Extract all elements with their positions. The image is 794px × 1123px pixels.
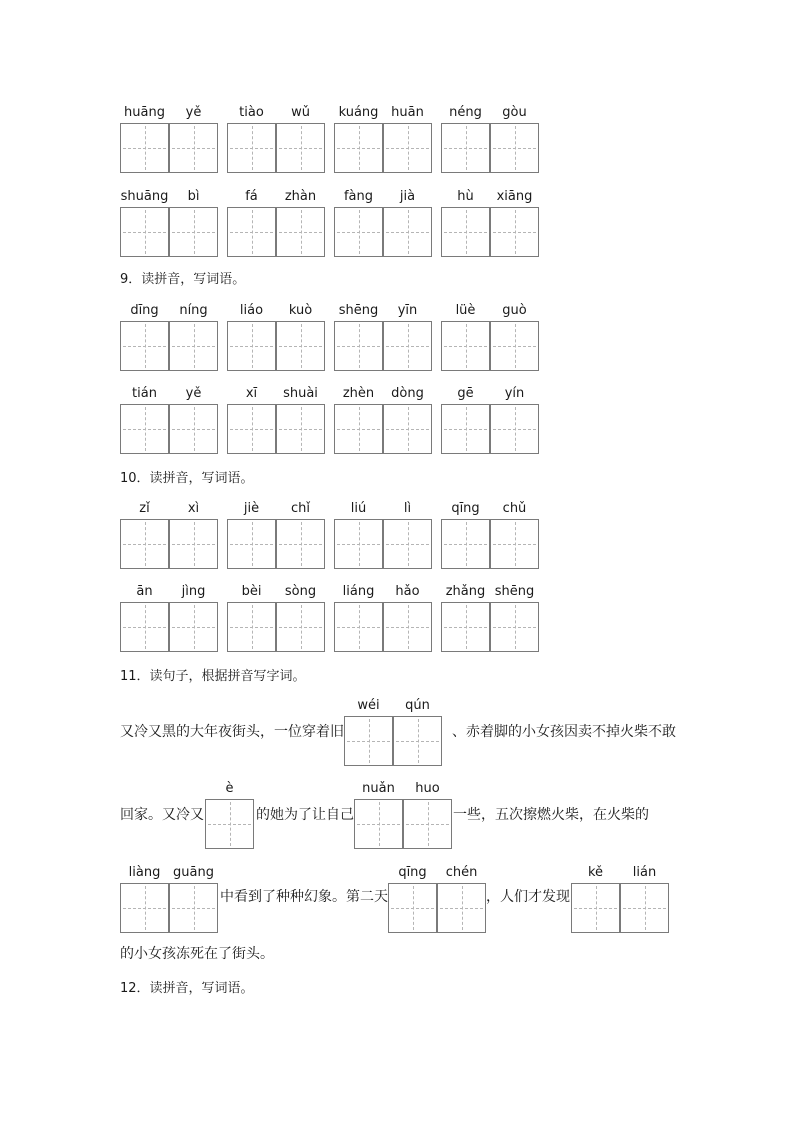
writing-cell xyxy=(205,779,254,849)
tian-zi-ge-box[interactable] xyxy=(169,519,218,569)
writing-cell xyxy=(227,582,276,652)
writing-cell xyxy=(437,863,486,933)
writing-cell xyxy=(383,582,432,652)
pinyin-label: zhǎng xyxy=(445,584,486,599)
word-group xyxy=(227,499,325,569)
q11-line2-text-c: 一些，五次擦燃火柴，在火柴的 xyxy=(453,807,649,823)
pinyin-label: liáo xyxy=(239,303,264,318)
q11-line1-boxes xyxy=(344,696,442,766)
pinyin-label: shuāng xyxy=(120,189,169,204)
writing-cell xyxy=(441,301,490,371)
tian-zi-ge-box[interactable] xyxy=(334,207,383,257)
q11-line2-text-b: 的她为了让自己 xyxy=(256,807,354,823)
tian-zi-ge-box[interactable] xyxy=(169,404,218,454)
writing-cell xyxy=(276,384,325,454)
tian-zi-ge-box[interactable] xyxy=(276,207,325,257)
q11-line2-boxes-1 xyxy=(205,779,254,849)
word-group xyxy=(227,103,325,173)
tian-zi-ge-box[interactable] xyxy=(227,602,276,652)
q11-line2-text-a: 回家。又冷又 xyxy=(120,807,204,823)
tian-zi-ge-box[interactable] xyxy=(227,321,276,371)
pinyin-label: è xyxy=(225,781,234,796)
word-group xyxy=(120,103,218,173)
tian-zi-ge-box[interactable] xyxy=(120,519,169,569)
writing-cell xyxy=(441,103,490,173)
pinyin-label: liàng xyxy=(128,865,161,880)
writing-cell xyxy=(334,499,383,569)
pinyin-label: shēng xyxy=(338,303,379,318)
writing-cell xyxy=(388,863,437,933)
pinyin-label: bèi xyxy=(241,584,262,599)
pinyin-label: liáng xyxy=(342,584,375,599)
word-group xyxy=(441,384,539,454)
writing-cell xyxy=(441,582,490,652)
word-group xyxy=(120,384,218,454)
writing-cell xyxy=(441,384,490,454)
word-group xyxy=(334,499,432,569)
pinyin-label: yín xyxy=(504,386,525,401)
tian-zi-ge-box[interactable] xyxy=(393,716,442,766)
writing-cell xyxy=(383,187,432,257)
tian-zi-ge-box[interactable] xyxy=(490,602,539,652)
tian-zi-ge-box[interactable] xyxy=(334,404,383,454)
tian-zi-ge-box[interactable] xyxy=(490,207,539,257)
tian-zi-ge-box[interactable] xyxy=(205,799,254,849)
tian-zi-ge-box[interactable] xyxy=(354,799,403,849)
writing-cell xyxy=(120,863,169,933)
pinyin-label: liú xyxy=(350,501,367,516)
pinyin-label: fá xyxy=(245,189,258,204)
pinyin-label: zǐ xyxy=(139,501,150,516)
writing-cell xyxy=(383,499,432,569)
pinyin-label: chén xyxy=(445,865,478,880)
tian-zi-ge-box[interactable] xyxy=(383,321,432,371)
word-group xyxy=(120,301,218,371)
pinyin-label: ān xyxy=(136,584,153,599)
writing-cell xyxy=(334,582,383,652)
pinyin-label: gòu xyxy=(502,105,527,120)
writing-cell xyxy=(334,301,383,371)
writing-cell xyxy=(620,863,669,933)
pinyin-label: lì xyxy=(403,501,412,516)
word-group xyxy=(227,301,325,371)
tian-zi-ge-box[interactable] xyxy=(227,404,276,454)
writing-cell xyxy=(383,384,432,454)
q11-line3-boxes-2 xyxy=(388,863,486,933)
word-group xyxy=(441,582,539,652)
pinyin-label: wǔ xyxy=(291,105,310,120)
pinyin-label: xī xyxy=(245,386,258,401)
writing-cell xyxy=(344,696,393,766)
tian-zi-ge-box[interactable] xyxy=(334,602,383,652)
tian-zi-ge-box[interactable] xyxy=(334,321,383,371)
q11-line3-boxes-3 xyxy=(571,863,669,933)
pinyin-label: hù xyxy=(457,189,474,204)
pinyin-label: chǔ xyxy=(502,501,527,516)
q10-title: 10．读拼音，写词语。 xyxy=(120,471,254,486)
word-group xyxy=(227,582,325,652)
pinyin-label: yě xyxy=(185,386,202,401)
q11-line3-text-a: 中看到了种种幻象。第二天 xyxy=(220,889,388,905)
pinyin-label: chǐ xyxy=(291,501,310,516)
tian-zi-ge-box[interactable] xyxy=(120,404,169,454)
pinyin-label: huāng xyxy=(124,105,165,120)
tian-zi-ge-box[interactable] xyxy=(334,123,383,173)
writing-cell xyxy=(276,582,325,652)
writing-cell xyxy=(120,582,169,652)
tian-zi-ge-box[interactable] xyxy=(490,321,539,371)
writing-cell xyxy=(227,384,276,454)
pinyin-label: nuǎn xyxy=(362,781,395,796)
tian-zi-ge-box[interactable] xyxy=(383,602,432,652)
writing-cell xyxy=(441,499,490,569)
tian-zi-ge-box[interactable] xyxy=(169,123,218,173)
pinyin-label: zhèn xyxy=(342,386,375,401)
writing-cell xyxy=(490,384,539,454)
tian-zi-ge-box[interactable] xyxy=(120,883,169,933)
pinyin-label: shuài xyxy=(283,386,318,401)
word-group xyxy=(227,384,325,454)
q11-title: 11．读句子，根据拼音写字词。 xyxy=(120,669,306,684)
pinyin-label: qīng xyxy=(398,865,427,880)
writing-cell xyxy=(393,696,442,766)
pinyin-label: guāng xyxy=(173,865,214,880)
writing-cell xyxy=(169,863,218,933)
pinyin-label: wéi xyxy=(357,698,380,713)
word-group xyxy=(441,499,539,569)
pinyin-label: kuáng xyxy=(338,105,379,120)
tian-zi-ge-box[interactable] xyxy=(620,883,669,933)
word-group xyxy=(227,187,325,257)
pinyin-label: jiè xyxy=(243,501,260,516)
tian-zi-ge-box[interactable] xyxy=(344,716,393,766)
pinyin-label: huān xyxy=(391,105,424,120)
pinyin-label: lián xyxy=(632,865,657,880)
tian-zi-ge-box[interactable] xyxy=(388,883,437,933)
word-group xyxy=(334,187,432,257)
tian-zi-ge-box[interactable] xyxy=(441,123,490,173)
word-group xyxy=(120,187,218,257)
word-group xyxy=(120,582,218,652)
pinyin-label: shēng xyxy=(494,584,535,599)
writing-cell xyxy=(403,779,452,849)
pinyin-label: guò xyxy=(502,303,527,318)
tian-zi-ge-box[interactable] xyxy=(383,207,432,257)
pinyin-label: kuò xyxy=(288,303,313,318)
writing-cell xyxy=(169,103,218,173)
q11-line3-boxes-1 xyxy=(120,863,218,933)
tian-zi-ge-box[interactable] xyxy=(437,883,486,933)
writing-cell xyxy=(334,384,383,454)
q11-line4-text: 的小女孩冻死在了街头。 xyxy=(120,946,274,962)
word-group xyxy=(120,499,218,569)
word-group xyxy=(334,103,432,173)
writing-cell xyxy=(169,301,218,371)
pinyin-label: bì xyxy=(187,189,200,204)
tian-zi-ge-box[interactable] xyxy=(276,321,325,371)
writing-cell xyxy=(334,187,383,257)
writing-cell xyxy=(490,187,539,257)
writing-cell xyxy=(441,187,490,257)
tian-zi-ge-box[interactable] xyxy=(120,321,169,371)
writing-cell xyxy=(490,582,539,652)
tian-zi-ge-box[interactable] xyxy=(227,519,276,569)
tian-zi-ge-box[interactable] xyxy=(571,883,620,933)
tian-zi-ge-box[interactable] xyxy=(383,123,432,173)
writing-cell xyxy=(354,779,403,849)
pinyin-label: hǎo xyxy=(395,584,420,599)
word-group xyxy=(334,582,432,652)
word-group xyxy=(441,301,539,371)
writing-cell xyxy=(571,863,620,933)
tian-zi-ge-box[interactable] xyxy=(334,519,383,569)
pinyin-label: tián xyxy=(132,386,157,401)
pinyin-label: xiāng xyxy=(496,189,533,204)
q11-line3-text-b: ，人们才发现 xyxy=(486,889,570,905)
tian-zi-ge-box[interactable] xyxy=(169,321,218,371)
tian-zi-ge-box[interactable] xyxy=(227,207,276,257)
q11-line2-boxes-2 xyxy=(354,779,452,849)
pinyin-label: tiào xyxy=(239,105,264,120)
tian-zi-ge-box[interactable] xyxy=(383,404,432,454)
pinyin-label: xì xyxy=(187,501,200,516)
tian-zi-ge-box[interactable] xyxy=(490,123,539,173)
pinyin-label: gē xyxy=(457,386,474,401)
q9-title: 9．读拼音，写词语。 xyxy=(120,272,246,287)
pinyin-label: yě xyxy=(185,105,202,120)
writing-cell xyxy=(383,103,432,173)
tian-zi-ge-box[interactable] xyxy=(120,602,169,652)
writing-cell xyxy=(227,187,276,257)
pinyin-label: lüè xyxy=(455,303,476,318)
word-group xyxy=(334,384,432,454)
writing-cell xyxy=(120,499,169,569)
tian-zi-ge-box[interactable] xyxy=(441,602,490,652)
word-group xyxy=(441,103,539,173)
writing-cell xyxy=(120,103,169,173)
pinyin-label: kě xyxy=(587,865,604,880)
writing-cell xyxy=(383,301,432,371)
tian-zi-ge-box[interactable] xyxy=(441,207,490,257)
q12-title: 12．读拼音，写词语。 xyxy=(120,981,254,996)
pinyin-label: sòng xyxy=(284,584,317,599)
tian-zi-ge-box[interactable] xyxy=(169,207,218,257)
pinyin-label: huo xyxy=(415,781,440,796)
writing-cell xyxy=(276,301,325,371)
tian-zi-ge-box[interactable] xyxy=(120,123,169,173)
word-group xyxy=(334,301,432,371)
tian-zi-ge-box[interactable] xyxy=(490,519,539,569)
q11-line1-text-a: 又冷又黑的大年夜街头，一位穿着旧 xyxy=(120,724,344,740)
tian-zi-ge-box[interactable] xyxy=(169,602,218,652)
tian-zi-ge-box[interactable] xyxy=(169,883,218,933)
tian-zi-ge-box[interactable] xyxy=(490,404,539,454)
writing-cell xyxy=(169,187,218,257)
tian-zi-ge-box[interactable] xyxy=(383,519,432,569)
pinyin-label: qún xyxy=(405,698,430,713)
writing-cell xyxy=(227,499,276,569)
tian-zi-ge-box[interactable] xyxy=(276,404,325,454)
tian-zi-ge-box[interactable] xyxy=(227,123,276,173)
tian-zi-ge-box[interactable] xyxy=(276,519,325,569)
tian-zi-ge-box[interactable] xyxy=(120,207,169,257)
tian-zi-ge-box[interactable] xyxy=(403,799,452,849)
writing-cell xyxy=(120,384,169,454)
writing-cell xyxy=(120,187,169,257)
tian-zi-ge-box[interactable] xyxy=(441,404,490,454)
pinyin-label: níng xyxy=(179,303,208,318)
writing-cell xyxy=(227,103,276,173)
word-group xyxy=(441,187,539,257)
pinyin-label: dòng xyxy=(391,386,424,401)
writing-cell xyxy=(227,301,276,371)
tian-zi-ge-box[interactable] xyxy=(441,321,490,371)
writing-cell xyxy=(276,187,325,257)
writing-cell xyxy=(334,103,383,173)
writing-cell xyxy=(276,103,325,173)
writing-cell xyxy=(169,499,218,569)
writing-cell xyxy=(490,301,539,371)
tian-zi-ge-box[interactable] xyxy=(276,602,325,652)
pinyin-label: jìng xyxy=(181,584,206,599)
pinyin-label: qīng xyxy=(451,501,480,516)
writing-cell xyxy=(490,499,539,569)
writing-cell xyxy=(276,499,325,569)
pinyin-label: dīng xyxy=(130,303,159,318)
pinyin-label: fàng xyxy=(343,189,374,204)
q11-line1-text-b: 、赤着脚的小女孩因卖不掉火柴不敢 xyxy=(452,724,676,740)
tian-zi-ge-box[interactable] xyxy=(276,123,325,173)
writing-cell xyxy=(169,384,218,454)
writing-cell xyxy=(490,103,539,173)
pinyin-label: yīn xyxy=(397,303,418,318)
tian-zi-ge-box[interactable] xyxy=(441,519,490,569)
writing-cell xyxy=(120,301,169,371)
pinyin-label: jià xyxy=(399,189,416,204)
pinyin-label: néng xyxy=(449,105,482,120)
writing-cell xyxy=(169,582,218,652)
pinyin-label: zhàn xyxy=(284,189,317,204)
